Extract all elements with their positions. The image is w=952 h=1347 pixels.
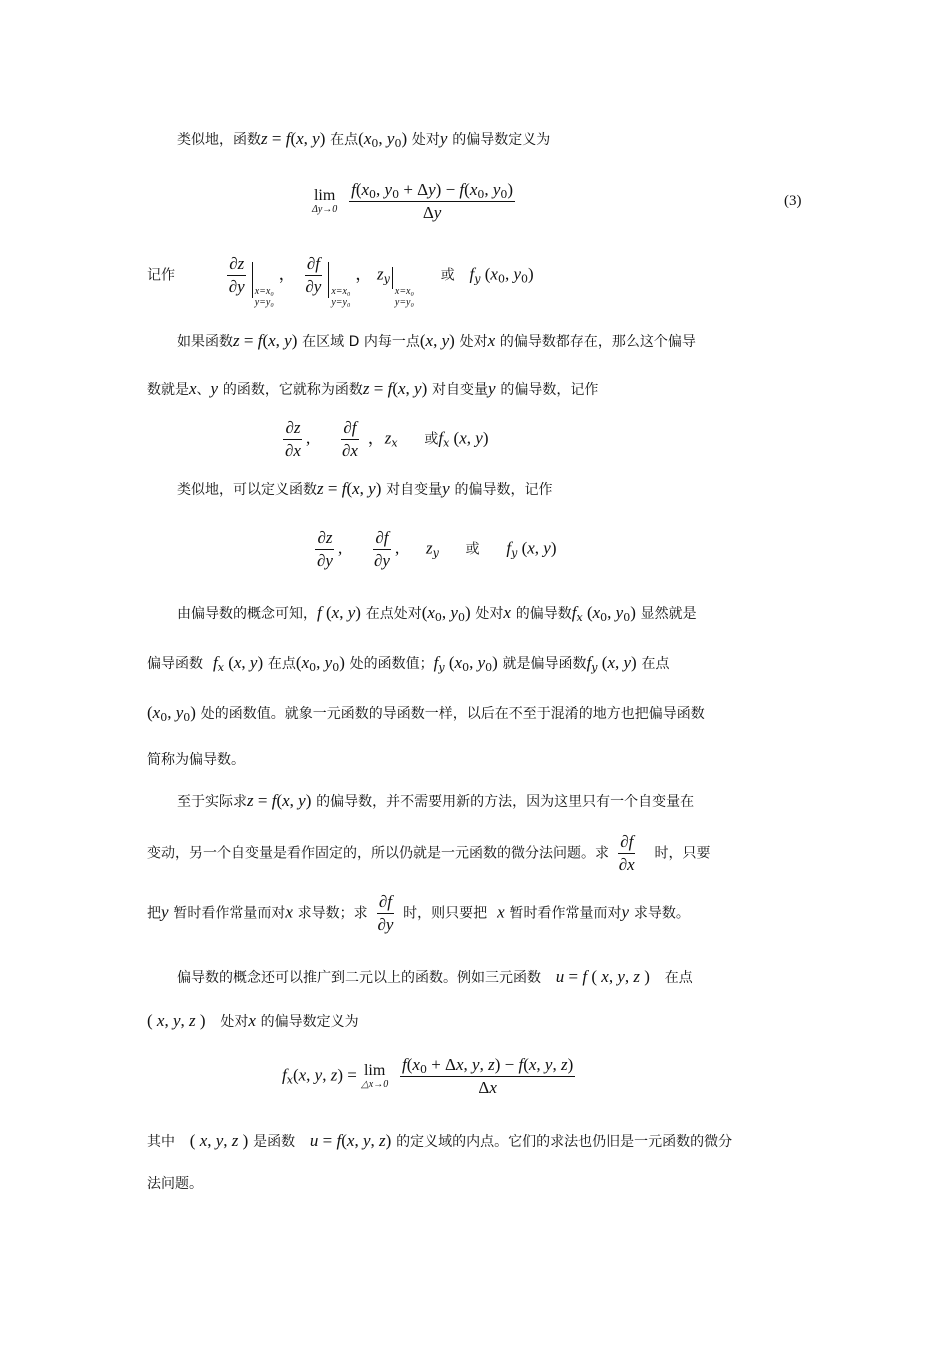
paragraph-1: 类似地，函数z = f(x, y) 在点($x_0$, $y_0$) 处对y 的偏导数定义为 bbox=[177, 129, 551, 150]
notation-partial-y: $\frac{\partial z}{\partial y}$ , $\frac{\partial f}{\partial y}$ , $z_y$ 或 $f_y$ (x, y) bbox=[317, 528, 557, 570]
paragraph-2: 记作 $\frac{\partial z}{\partial y}$ x=x₀ y=y₀ ， $\frac{\partial f}{\partial y}$ x=x₀ y=y₀ ， $z_y$ x=x₀ y=y₀ 或 $f_y$ ($x_0$, $y_0$) bbox=[147, 254, 534, 308]
paragraph-11: 简称为偏导数。 bbox=[147, 752, 245, 768]
paragraph-15: 偏导数的概念还可以推广到二元以上的函数。例如三元函数 u = f ( x, y, z ) 在点 bbox=[177, 967, 693, 986]
paragraph-4: 数就是x、y 的函数，它就称为函数z = f(x, y) 对自变量y 的偏导数，记作 bbox=[147, 379, 599, 398]
equation-fx-xyz: $f_x(x$, y, z) = lim △x→0 $\frac{f(x_0 + \Delta x, y, z) - f(x, y, z)}{\Delta x}$ bbox=[282, 1055, 574, 1097]
equation-3: lim Δy→0 $\frac{f(x_0, y_0 + \Delta y) - f(x_0, y_0)}{\Delta y}$ bbox=[312, 180, 514, 222]
equation-number: (3) bbox=[784, 193, 802, 209]
paragraph-9: 偏导函数 $f_x$ (x, y) 在点($x_0$, $y_0$) 处的函数值；$f_y$ ($x_0$, $y_0$) 就是偏导函数$f_y$ (x, y) 在点 bbox=[147, 653, 670, 674]
paragraph-8: 由偏导数的概念可知，f (x, y) 在点处对($x_0$, $y_0$) 处对x 的偏导数$f_x$ ($x_0$, $y_0$) 显然就是 bbox=[177, 603, 697, 624]
notation-partial-x: $\frac{\partial z}{\partial x}$ , $\frac{\partial f}{\partial x}$ ，$z_x$ 或$f_x$ (x, y) bbox=[285, 418, 489, 460]
paragraph-16: ( x, y, z ) 处对x 的偏导数定义为 bbox=[147, 1011, 359, 1030]
paragraph-18: 法问题。 bbox=[147, 1176, 203, 1192]
paragraph-3: 如果函数z = f(x, y) 在区域 D 内每一点(x, y) 处对x 的偏导数都存在，那么这个偏导 bbox=[177, 331, 696, 350]
paragraph-14: 把y 暂时看作常量而对x 求导数；求 $\frac{\partial f}{\partial y}$ 时，则只要把 x 暂时看作常量而对y 求导数。 bbox=[147, 892, 690, 934]
paragraph-12: 至于实际求z = f(x, y) 的偏导数，并不需要用新的方法，因为这里只有一个自变量在 bbox=[177, 791, 695, 810]
paragraph-13: 变动，另一个自变量是看作固定的，所以仍就是一元函数的微分法问题。求 $\frac{\partial f}{\partial x}$ 时，只要 bbox=[147, 832, 711, 874]
paragraph-17: 其中 ( x, y, z ) 是函数 u = f(x, y, z) 的定义域的内点。它们的求法也仍旧是一元函数的微分 bbox=[147, 1131, 733, 1150]
paragraph-10: ($x_0$, $y_0$) 处的函数值。就象一元函数的导函数一样，以后在不至于混淆的地方也把偏导函数 bbox=[147, 703, 705, 724]
paragraph-6: 类似地，可以定义函数z = f(x, y) 对自变量y 的偏导数，记作 bbox=[177, 479, 553, 498]
